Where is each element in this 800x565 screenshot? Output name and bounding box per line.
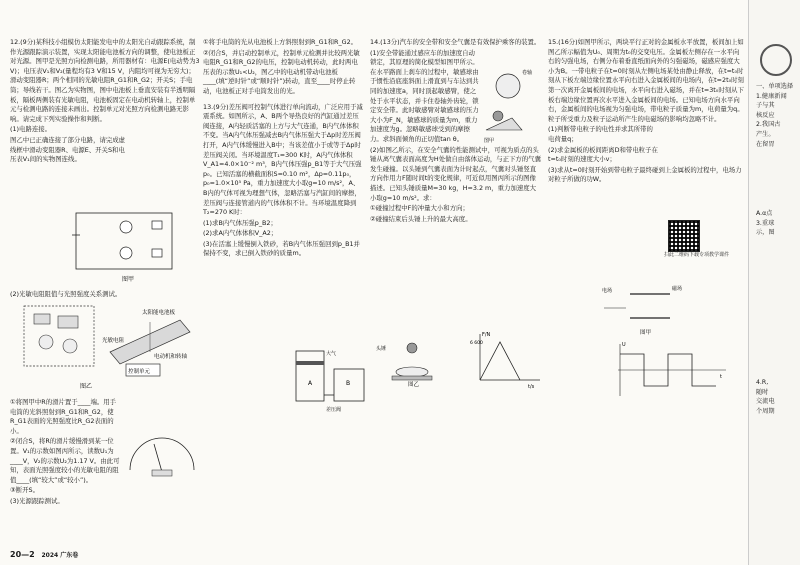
q12-part2: (2)光敏电阻阻值与光照强度关系测试。 (10, 290, 122, 298)
label-bfield: 磁场 (672, 286, 683, 292)
q15-part1: (1)判断带电粒子的电性并求其所带的电荷量q； (548, 125, 653, 143)
q13-part2: (2)求A内气体体积V_A2； (203, 229, 278, 238)
plates-figure (600, 278, 690, 338)
q12-part2c: ③断开S。 (10, 486, 39, 495)
footer-label: 2024 广东卷 (41, 552, 79, 559)
qr-caption: 扫此二维码下载专项教学课件 (664, 252, 730, 258)
q12-part1-desc: 图乙中已正确连接了部分电路，请完成虚线框中滑动变阻器R、电源E、开关S和电压表V₁间的实物图连线。 (10, 135, 126, 164)
circuit-diagram (68, 205, 183, 283)
label-valve: 差压阀 (326, 407, 342, 413)
label-panel: 太阳能电池板 (142, 310, 176, 316)
voltage-graph (610, 340, 730, 400)
q14-part1: (1)安全带能通过感应车的加速度自动锁定，其原理的简化模型如图甲所示。在水平路面上刹车的过程中，敏感球由于惯性沿底座斜面上滑直到与车达到共同的加速度a，同时顶起敏感臂，使之处于水平状态，并卡住卷轴外齿轮，锁定安全带。此时敏感臂对敏感球的压力大小为F_N，敏感球的质量为m，重力加速度为g。忽略敏感球受到的摩擦力。求斜面倾角的正切值tan θ。 (370, 48, 479, 143)
q15-head: 15.(16分)如图甲所示，两块平行正对的金属板水平放置，板间加上如图乙所示幅值为U₀、周期为t₀的交变电压。金属板左侧存在一水平向右的匀强电场，右侧分布着垂直纸面向外的匀强磁场，磁感应强度大小为B。一带电粒子在t=0时刻从左侧电场某处由静止释放，在t=t₀时刻从下板左端边缘位置水平向右进入金属板间的电场内，在t=2t₀时刻第一次离开金属板间的电场，水平向右进入磁场，并在t=3t₀时刻从下板右端边缘位置再次水平进入金属板间的电场。已知电场方向水平向右，金属板间的电场视为匀强电场，带电粒子质量为m，电荷量为q。粒子所受重力及粒子运动所产生的电磁场的影响均忽略不计。 (548, 38, 744, 123)
label-a: A (308, 380, 313, 387)
label-atmosphere: 大气 (326, 351, 337, 357)
cylinder-figure (290, 345, 370, 415)
tick-6600: 6 600 (470, 341, 483, 346)
page-number: 20—2 (10, 550, 35, 559)
label-head: 头锤 (376, 346, 387, 352)
q13-part3: (3)在活塞上缓慢倒入铁砂，若B内气体压强回到p_B1并保持不变，求已倒入铁砂的质量m。 (203, 239, 360, 258)
fig-b-caption-14: 图乙 (408, 382, 420, 388)
q13-part1: (1)求B内气体压强p_B2； (203, 218, 277, 227)
axis-f: F/N (482, 332, 491, 338)
q15-part3: (3)求从t=0时刻开始到带电粒子最终碰到上金属板的过程中，电场力对粒子所做的功W。 (548, 165, 742, 184)
q12-step-a: ①将手电筒的光从电池板上方斜照射到R_G1和R_G2。 (203, 38, 358, 46)
force-time-graph (470, 330, 544, 390)
label-b: B (346, 380, 351, 387)
label-motor: 电动机和转轴 (154, 354, 188, 360)
voltmeter-dial (124, 430, 200, 480)
seatbelt-figure (478, 66, 544, 146)
q15-part2: (2)求金属板的板间距离D和带电粒子在t=t₀时刻的速度大小v； (548, 145, 658, 164)
page-footer (10, 550, 78, 559)
axis-u: U (622, 342, 626, 348)
question-12-cont (203, 38, 363, 260)
apparatus-figure (20, 302, 200, 392)
q12-part2b: ②闭合S，将R的滑片缓慢滑到某一位置。V₁的示数如图丙所示，读数U₁为____V，V₂的示数U₂为1.17 V。由此可知，表面光照强度较小的光敏电阻的阻值____(填“较大”或“较小”)。 (10, 437, 120, 484)
strip-text: 一、单项选择 1.健康新闻 子与其 核反应 2.我国古 产生。 在留胃 A.α点 3.重球 示，图 4.R, 随时 交流电 个周期 (756, 83, 794, 415)
fig-a-caption-14: 图甲 (484, 138, 495, 144)
label-control: 控制单元 (128, 369, 151, 375)
q12-part3: (3)光源跟踪测试。 (10, 496, 64, 505)
airbag-figure (372, 338, 452, 388)
q14-part2b: ②碰撞结束后头锤上升的最大高度。 (370, 214, 472, 223)
q14-head: 14.(13分)汽车的安全带和安全气囊是有效保护乘客的装置。 (370, 38, 541, 46)
label-spool: 卷轴 (522, 70, 533, 76)
q14-part2a: ①碰撞过程中F的冲量大小和方向； (370, 204, 469, 213)
label-efield: 电场 (602, 288, 613, 294)
q13-head: 13.(9分)差压阀可控制气体进行单向流动，广泛应用于减震系统。如图所示，A、B两个导热良好的汽缸通过差压阀连接，A内轻质活塞的上方与大气连通，B内气体体积不变。当A内气体压强减去B内气体压强大于Δp时差压阀打开，A内气体缓慢进入B中；当该差值小于或等于Δp时差压阀关闭。当环境温度T₁=300 K时，A内气体体积V_A1=4.0×10⁻² m³，B内气体压强p_B1等于大气压强p₀。已知活塞的横截面积S=0.10 m²，Δp=0.11p₀，p₀=1.0×10⁵ Pa，重力加速度大小取g=10 m/s²，A、B内的气体可视为理想气体，忽略活塞与汽缸间的摩擦，差压阀与连接管道内的气体体积不计。当环境温度降到T₂=270 K时： (203, 102, 363, 217)
fig-a-caption: 图甲 (121, 276, 135, 283)
stamp-logo (760, 44, 792, 76)
qr-code (668, 220, 700, 252)
fig-b-caption: 图乙 (80, 383, 93, 390)
label-photoresistor: 光敏电阻 (102, 338, 125, 344)
question-15 (548, 38, 744, 186)
fig-a-caption-15: 图甲 (640, 330, 652, 336)
q12-part2a: ①将图甲中R的滑片置于____端。用手电筒的光斜照射到R_G1和R_G2，使R_G1表面的光照强度比R_G2表面的小。 (10, 398, 117, 435)
q12-step-b: ②闭合S，并启动控制单元，控制单元检测并比较两光敏电阻R_G1和R_G2的电压，控制电动机转动，此时两电压表的示数U₁<U₂，图乙中的电动机带动电池板____(填“逆时针”或“顺时针”)转动，直至____时停止转动，电池板正对手电筒发出的光。 (203, 48, 360, 95)
q14-part2: (2)如图乙所示，在安全气囊的性能测试中，可视为质点的头锤从离气囊表面高度为H处做自由落体运动，与正下方的气囊发生碰撞。以头锤到气囊表面为计时起点，气囊对头锤竖直方向作用力F随时间t的变化规律，可近似用图丙所示的图像描述。已知头锤质量M=30 kg，H=3.2 m，重力加速度大小取g=10 m/s²。求： (370, 145, 541, 202)
q12-part1: (1)电路连接。 (10, 125, 52, 134)
question-12 (10, 38, 200, 166)
axis-t-15: t (720, 374, 722, 380)
axis-t: t/s (528, 384, 535, 390)
q12-head: 12.(9分)某科技小组模仿太阳能发电中的太阳光自动跟踪系统，制作光源跟踪演示装置，实现太阳能电池板方向的调整，使电池板正对光源。图甲是光照方向检测电路，所用器材有：电源E(电动势为3 V)；电压表V₁和V₂(量程均有3 V和15 V，内阻均可视为无穷大)；滑动变阻器R；两个相同的光敏电阻R_G1和R_G2；开关S；手电筒；导线若干。图乙为实物图，图中电池板上垂直安装有半透明隔板，隔板两侧装有光敏电阻，电池板固定在电动机转轴上，控制单元与检测电路的连接未画出。控制单元对光照方向检测电路无影响。请完成下列实验操作和判断。 (10, 38, 200, 123)
